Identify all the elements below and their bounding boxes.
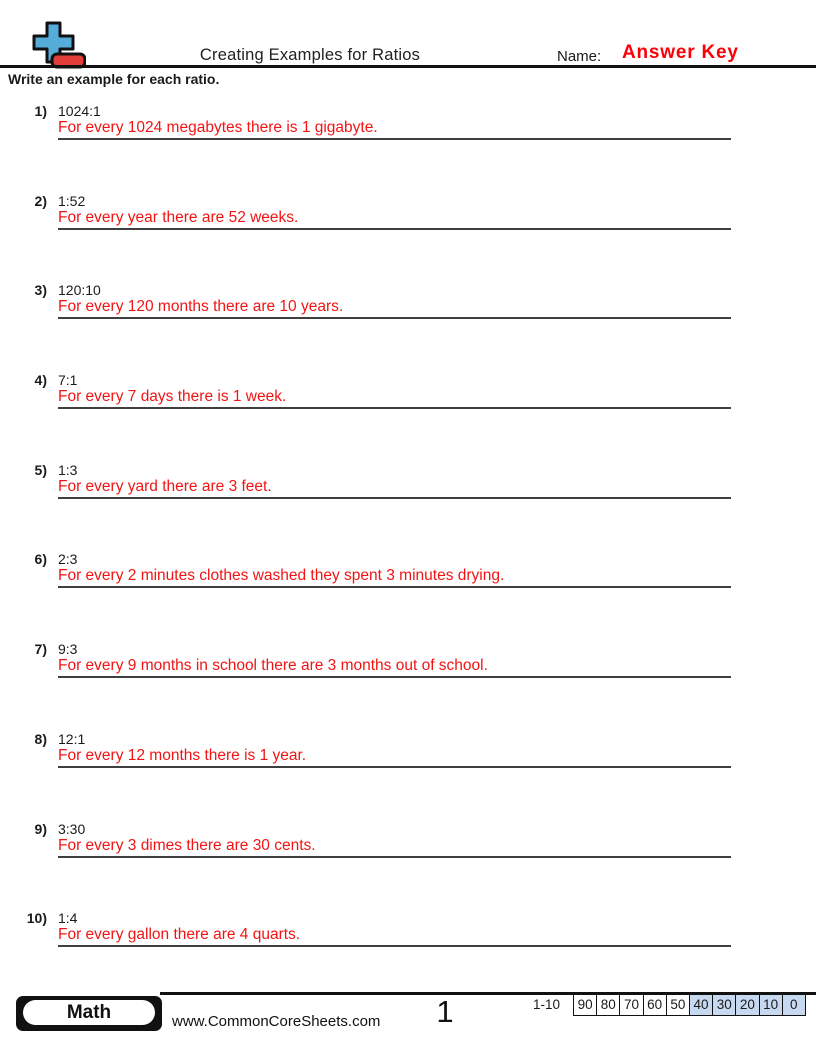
problem-number: 3) xyxy=(34,282,47,299)
problem-number: 10) xyxy=(26,910,47,927)
answer-blank xyxy=(58,296,731,319)
problem-ratio: 1:3 xyxy=(58,461,78,478)
score-cell: 60 xyxy=(643,995,666,1015)
answer-text: For every 9 months in school there are 3 months out of school. xyxy=(58,657,488,675)
problem-item xyxy=(0,728,816,818)
answer-text: For every year there are 52 weeks. xyxy=(58,208,299,226)
problem-ratio: 3:30 xyxy=(58,820,86,837)
problem-item xyxy=(0,548,816,638)
problem-item xyxy=(0,907,816,997)
answer-text: For every 12 months there is 1 year. xyxy=(58,746,307,764)
answer-text: For every 120 months there are 10 years. xyxy=(58,298,344,316)
problem-ratio: 2:3 xyxy=(58,551,78,568)
answer-text: For every 1024 megabytes there is 1 gigabyte. xyxy=(58,119,378,136)
problems-list xyxy=(0,100,816,997)
answer-blank xyxy=(58,655,731,678)
problem-ratio: 1024:1 xyxy=(58,103,101,119)
problem-number: 6) xyxy=(34,551,47,568)
answer-blank xyxy=(58,565,731,588)
answer-text: For every 7 days there is 1 week. xyxy=(58,388,287,406)
problem-item xyxy=(0,459,816,549)
worksheet-title: Creating Examples for Ratios xyxy=(199,46,421,64)
page-number: 1 xyxy=(436,994,454,1029)
answer-key-text: Answer Key xyxy=(622,42,739,63)
subject-badge xyxy=(16,996,162,1031)
problem-item xyxy=(0,190,816,280)
score-cell: 80 xyxy=(596,995,619,1015)
problem-ratio: 120:10 xyxy=(58,282,101,299)
answer-text: For every yard there are 3 feet. xyxy=(58,477,272,495)
answer-text: For every 3 dimes there are 30 cents. xyxy=(58,836,316,854)
problem-item xyxy=(0,818,816,908)
problem-number: 9) xyxy=(34,820,47,837)
score-cell: 90 xyxy=(577,997,593,1012)
score-range-label: 1-10 xyxy=(533,997,561,1012)
problem-number: 2) xyxy=(34,192,47,209)
score-cell: 10 xyxy=(759,995,782,1015)
header-divider xyxy=(0,65,816,68)
problem-ratio: 7:1 xyxy=(58,372,78,389)
answer-blank xyxy=(58,207,731,230)
score-cell: 70 xyxy=(619,995,642,1015)
answer-blank xyxy=(58,476,731,499)
answer-blank xyxy=(58,117,731,140)
score-cell: 50 xyxy=(666,995,689,1015)
answer-blank xyxy=(58,745,731,768)
problem-number: 8) xyxy=(34,730,47,747)
problem-item xyxy=(0,279,816,369)
problem-item xyxy=(0,638,816,728)
problem-ratio: 1:4 xyxy=(58,910,78,927)
website-url: www.CommonCoreSheets.com xyxy=(172,1013,381,1030)
problem-item xyxy=(0,369,816,459)
problem-number: 5) xyxy=(34,461,47,478)
name-label: Name: xyxy=(557,48,602,65)
problem-number: 4) xyxy=(34,372,47,389)
answer-blank xyxy=(58,924,731,947)
problem-ratio: 1:52 xyxy=(58,192,86,209)
problem-ratio: 12:1 xyxy=(58,730,86,747)
score-table xyxy=(573,994,806,1016)
score-cell: 40 xyxy=(689,995,712,1015)
problem-number: 7) xyxy=(34,641,47,658)
problem-number: 1) xyxy=(34,103,47,119)
subject-badge-label: Math xyxy=(23,1000,155,1025)
score-cell: 30 xyxy=(712,995,735,1015)
instructions-text: Write an example for each ratio. xyxy=(8,71,220,87)
problem-item xyxy=(0,100,816,190)
answer-blank xyxy=(58,835,731,858)
answer-text: For every 2 minutes clothes washed they spent 3 minutes drying. xyxy=(58,567,505,585)
score-cell: 0 xyxy=(782,995,805,1015)
score-cell: 20 xyxy=(735,995,758,1015)
answer-text: For every gallon there are 4 quarts. xyxy=(58,926,301,944)
problem-ratio: 9:3 xyxy=(58,641,78,658)
answer-blank xyxy=(58,386,731,409)
